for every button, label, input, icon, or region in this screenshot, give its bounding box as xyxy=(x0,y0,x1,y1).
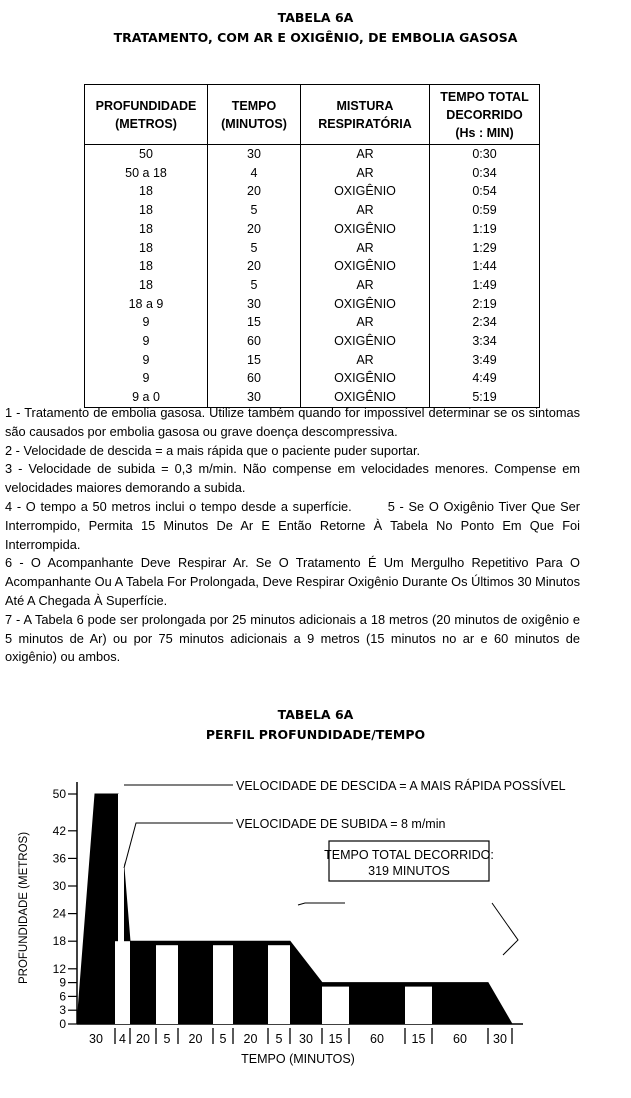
cell-mixture: AR xyxy=(301,145,430,164)
air-interval xyxy=(213,945,233,1024)
col-header-time: TEMPO (MINUTOS) xyxy=(208,85,301,145)
table-label: TABELA 6A xyxy=(277,10,354,25)
note-4: 4 - O tempo a 50 metros inclui o tempo desde a superfície. xyxy=(5,498,352,514)
cell-time: 30 xyxy=(208,295,301,314)
cell-time: 30 xyxy=(208,145,301,164)
cell-total-time: 0:34 xyxy=(430,164,540,183)
y-tick-label: 6 xyxy=(59,989,66,1004)
x-segment-label: 60 xyxy=(370,1032,384,1046)
x-segment-label: 15 xyxy=(328,1032,343,1046)
cell-depth: 18 xyxy=(85,220,208,239)
air-interval xyxy=(268,945,290,1024)
cell-mixture: OXIGÊNIO xyxy=(301,332,430,351)
y-tick-label: 3 xyxy=(59,1003,66,1018)
col-header-total-time: TEMPO TOTAL DECORRIDO (Hs : MIN) xyxy=(430,85,540,145)
note-7: 7 - A Tabela 6 pode ser prolongada por 25 minutos adicionais a 18 metros (20 minutos de oxigênio e 5 minutos de Ar) ou por 75 minutos adicionais a 9 metros (15 minutos no ar e 60 minutos de oxigênio) ou ambos. xyxy=(5,611,580,665)
x-segment-label: 5 xyxy=(163,1032,171,1046)
air-interval xyxy=(322,987,349,1024)
ascent-leader-line xyxy=(124,823,233,868)
cell-mixture: OXIGÊNIO xyxy=(301,295,430,314)
x-axis-title: TEMPO (MINUTOS) xyxy=(241,1052,355,1066)
cell-depth: 50 xyxy=(85,145,208,164)
cell-total-time: 3:49 xyxy=(430,351,540,370)
cell-mixture: OXIGÊNIO xyxy=(301,182,430,201)
cell-time: 20 xyxy=(208,220,301,239)
extension-mark-9m xyxy=(492,903,518,955)
cell-time: 5 xyxy=(208,239,301,258)
cell-depth: 18 a 9 xyxy=(85,295,208,314)
cell-depth: 9 xyxy=(85,369,208,388)
x-segment-label: 30 xyxy=(89,1032,103,1046)
cell-time: 60 xyxy=(208,332,301,351)
y-tick-label: 9 xyxy=(59,975,66,990)
cell-time: 15 xyxy=(208,313,301,332)
ascent-rate-note: VELOCIDADE DE SUBIDA = 8 m/min xyxy=(236,817,446,831)
cell-total-time: 1:19 xyxy=(430,220,540,239)
note-1: 1 - Tratamento de embolia gasosa. Utilize também quando for impossível determinar se os sintomas são causados por embolia gasosa ou grave doença descompressiva. xyxy=(5,405,580,439)
cell-depth: 18 xyxy=(85,239,208,258)
cell-total-time: 2:34 xyxy=(430,313,540,332)
x-segment-label: 5 xyxy=(275,1032,283,1046)
y-tick-label: 50 xyxy=(52,787,66,801)
cell-mixture: AR xyxy=(301,351,430,370)
cell-time: 60 xyxy=(208,369,301,388)
cell-depth: 18 xyxy=(85,182,208,201)
cell-depth: 9 xyxy=(85,351,208,370)
cell-time: 20 xyxy=(208,257,301,276)
cell-depth: 18 xyxy=(85,201,208,220)
cell-total-time: 5:19 xyxy=(430,388,540,407)
cell-time: 4 xyxy=(208,164,301,183)
cell-depth: 9 a 0 xyxy=(85,388,208,407)
x-segment-label: 5 xyxy=(219,1032,227,1046)
cell-mixture: OXIGÊNIO xyxy=(301,257,430,276)
cell-depth: 18 xyxy=(85,276,208,295)
total-time-value: 319 MINUTOS xyxy=(368,864,450,878)
note-2: 2 - Velocidade de descida = a mais rápida que o paciente puder suportar. xyxy=(5,442,421,458)
y-tick-label: 0 xyxy=(59,1017,66,1031)
x-segment-label: 20 xyxy=(136,1032,150,1046)
cell-total-time: 4:49 xyxy=(430,369,540,388)
cell-time: 20 xyxy=(208,182,301,201)
cell-total-time: 0:54 xyxy=(430,182,540,201)
col-header-mixture: MISTURA RESPIRATÓRIA xyxy=(301,85,430,145)
x-segment-label: 60 xyxy=(453,1032,467,1046)
cell-total-time: 1:49 xyxy=(430,276,540,295)
cell-time: 30 xyxy=(208,388,301,407)
cell-mixture: AR xyxy=(301,276,430,295)
y-tick-label: 12 xyxy=(52,961,66,976)
x-segment-label: 30 xyxy=(299,1032,313,1046)
total-time-label: TEMPO TOTAL DECORRIDO: xyxy=(324,848,494,862)
cell-mixture: OXIGÊNIO xyxy=(301,388,430,407)
cell-mixture: AR xyxy=(301,201,430,220)
air-interval xyxy=(156,945,178,1024)
cell-depth: 9 xyxy=(85,313,208,332)
cell-depth: 9 xyxy=(85,332,208,351)
cell-mixture: OXIGÊNIO xyxy=(301,369,430,388)
cell-total-time: 1:44 xyxy=(430,257,540,276)
profile-label: TABELA 6A xyxy=(277,707,354,722)
x-segment-label: 4 xyxy=(119,1032,126,1046)
cell-time: 5 xyxy=(208,201,301,220)
cell-mixture: OXIGÊNIO xyxy=(301,220,430,239)
col-header-depth: PROFUNDIDADE (METROS) xyxy=(85,85,208,145)
cell-mixture: AR xyxy=(301,313,430,332)
x-segment-label: 30 xyxy=(493,1032,507,1046)
table-title: TRATAMENTO, COM AR E OXIGÊNIO, DE EMBOLIA GASOSA xyxy=(113,30,518,45)
cell-total-time: 2:19 xyxy=(430,295,540,314)
x-segment-label: 20 xyxy=(188,1032,203,1046)
y-axis-title: PROFUNDIDADE (METROS) xyxy=(18,831,30,985)
cell-time: 5 xyxy=(208,276,301,295)
descent-rate-note: VELOCIDADE DE DESCIDA = A MAIS RÁPIDA POSSÍVEL xyxy=(236,779,566,793)
cell-total-time: 0:59 xyxy=(430,201,540,220)
cell-depth: 50 a 18 xyxy=(85,164,208,183)
note-3: 3 - Velocidade de subida = 0,3 m/min. Não compense em velocidades menores. Compense em velocidades maiores demorando a subida. xyxy=(5,461,580,496)
note-5: 5 - Se O Oxigênio Tiver Que Ser Interrompido, Permita 15 Minutos De Ar E Então Retorne À Tabela No Ponto Em Que Foi Interrompida. xyxy=(5,498,580,552)
cell-mixture: AR xyxy=(301,239,430,258)
x-segment-label: 15 xyxy=(411,1032,426,1046)
y-tick-label: 30 xyxy=(52,879,66,893)
y-tick-label: 36 xyxy=(52,851,66,866)
cell-total-time: 1:29 xyxy=(430,239,540,258)
y-tick-label: 18 xyxy=(52,934,66,949)
air-interval xyxy=(405,987,432,1024)
x-segment-label: 20 xyxy=(243,1032,258,1046)
cell-depth: 18 xyxy=(85,257,208,276)
cell-total-time: 3:34 xyxy=(430,332,540,351)
cell-total-time: 0:30 xyxy=(430,145,540,164)
air-interval xyxy=(118,794,124,1024)
cell-time: 15 xyxy=(208,351,301,370)
extension-mark-18m xyxy=(298,903,345,905)
note-6: 6 - O Acompanhante Deve Respirar Ar. Se O Tratamento É Um Mergulho Repetitivo Para O Acompanhante Ou A Tabela For Prolongada, Deve Respirar Oxigênio Durante Os Últimos 30 Minutos Até A Chegada À Superfície. xyxy=(5,555,580,608)
profile-title: PERFIL PROFUNDIDADE/TEMPO xyxy=(205,727,426,742)
y-tick-label: 24 xyxy=(52,906,66,921)
cell-mixture: AR xyxy=(301,164,430,183)
y-tick-label: 42 xyxy=(52,823,66,838)
